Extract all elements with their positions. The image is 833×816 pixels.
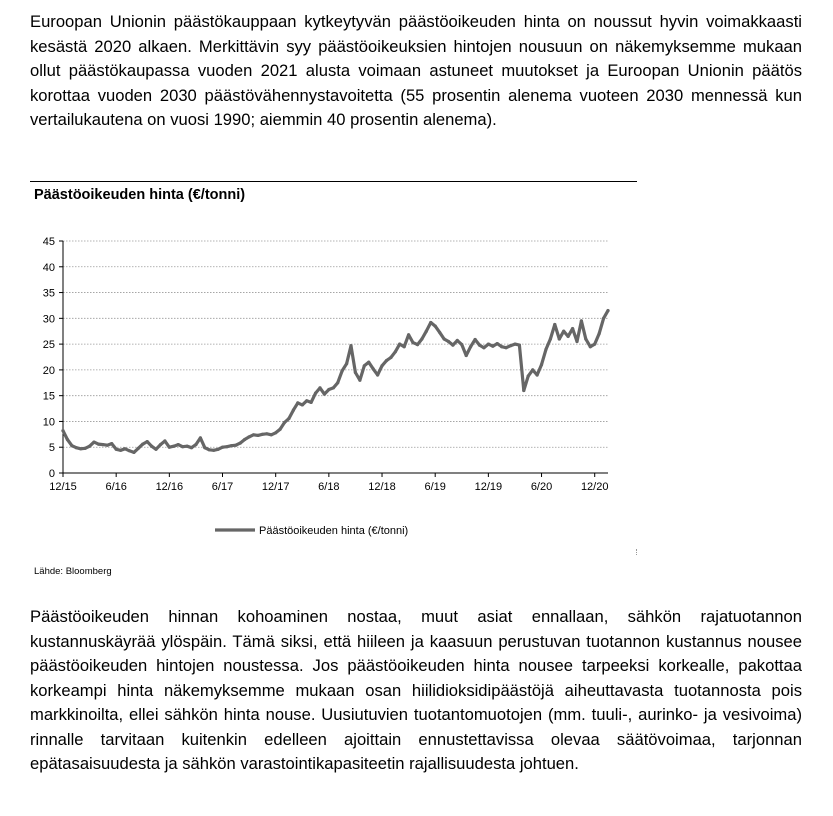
data-point	[394, 350, 397, 353]
y-tick-label: 10	[42, 416, 55, 429]
data-point	[141, 443, 144, 446]
x-tick-label: 12/20	[580, 481, 609, 493]
x-tick-label: 12/17	[261, 481, 290, 493]
data-point	[314, 392, 317, 395]
data-point	[447, 340, 450, 343]
data-point	[212, 449, 215, 452]
data-point	[336, 381, 339, 384]
y-tick-label: 20	[42, 364, 55, 377]
data-point	[380, 364, 383, 367]
data-point	[221, 446, 224, 449]
data-point	[345, 362, 348, 365]
y-tick-label: 45	[42, 236, 55, 248]
data-point	[420, 337, 423, 340]
data-point	[500, 345, 503, 348]
data-point	[425, 330, 428, 333]
data-point	[451, 344, 454, 347]
data-point	[283, 421, 286, 424]
data-point	[513, 343, 516, 346]
data-point	[522, 389, 525, 392]
data-point	[327, 388, 330, 391]
chart-title: Päästöoikeuden hinta (€/tonni)	[34, 187, 246, 203]
data-point	[491, 345, 494, 348]
y-tick-label: 40	[42, 261, 55, 274]
data-point	[398, 343, 401, 346]
chart-source: Lähde: Bloomberg	[34, 566, 112, 577]
data-point	[92, 441, 95, 444]
data-point	[101, 443, 104, 446]
data-point	[301, 403, 304, 406]
data-point	[159, 443, 162, 446]
chart-frame-edge	[636, 549, 638, 555]
data-point	[194, 443, 197, 446]
data-point	[549, 337, 552, 340]
data-point	[84, 447, 87, 450]
y-tick-label: 30	[42, 313, 55, 326]
data-point	[558, 337, 561, 340]
data-point	[177, 443, 180, 446]
data-point	[163, 439, 166, 442]
data-point	[310, 401, 313, 404]
data-point	[154, 448, 157, 451]
data-point	[438, 331, 441, 334]
data-point	[407, 333, 410, 336]
data-point	[482, 346, 485, 349]
data-point	[248, 435, 251, 438]
x-tick-label: 6/16	[105, 481, 127, 493]
data-point	[389, 356, 392, 359]
x-tick-label: 6/19	[424, 481, 446, 493]
data-point	[332, 386, 335, 389]
price-chart	[30, 225, 620, 555]
data-point	[567, 335, 570, 338]
data-point	[465, 354, 468, 357]
data-point	[487, 343, 490, 346]
x-tick-label: 6/17	[211, 481, 234, 493]
data-point	[411, 341, 414, 344]
data-point	[518, 344, 521, 347]
data-point	[115, 448, 118, 451]
data-point	[509, 344, 512, 347]
data-point	[292, 409, 295, 412]
data-point	[106, 444, 109, 447]
data-point	[602, 317, 605, 320]
data-point	[208, 448, 211, 451]
data-point	[199, 436, 202, 439]
data-point	[358, 379, 361, 382]
data-point	[349, 344, 352, 347]
data-point	[385, 359, 388, 362]
data-point	[367, 361, 370, 364]
x-tick-label: 12/18	[368, 481, 396, 493]
data-point	[571, 327, 574, 330]
data-point	[575, 340, 578, 343]
y-tick-label: 35	[42, 287, 55, 300]
data-point	[598, 332, 601, 335]
x-tick-label: 12/19	[474, 481, 503, 493]
data-point	[261, 433, 264, 436]
data-point	[372, 367, 375, 370]
chart-top-rule	[30, 181, 637, 182]
data-point	[531, 368, 534, 371]
data-point	[150, 445, 153, 448]
x-tick-label: 12/16	[155, 481, 184, 493]
data-point	[217, 448, 220, 451]
data-point	[540, 363, 543, 366]
data-point	[354, 371, 357, 374]
data-point	[110, 442, 113, 445]
data-point	[434, 325, 437, 328]
data-point	[474, 338, 477, 341]
data-point	[580, 319, 583, 322]
data-point	[456, 339, 459, 342]
y-tick-label: 15	[42, 390, 55, 403]
data-point	[66, 438, 69, 441]
data-point	[460, 343, 463, 346]
data-point	[279, 428, 282, 431]
data-point	[416, 343, 419, 346]
data-point	[562, 330, 565, 333]
data-point	[593, 343, 596, 346]
data-point	[505, 346, 508, 349]
data-point	[403, 345, 406, 348]
data-point	[146, 440, 149, 443]
data-point	[584, 337, 587, 340]
intro-paragraph: Euroopan Unionin päästökauppaan kytkeytyvän päästöoikeuden hinta on noussut hyvin voimakkaasti kesästä 2020 alkaen. Merkittävin syy päästöoikeuksien hintojen nousuun on näkemyksemme mukaan ollut päästökaupassa vuoden 2021 alusta voimaan astuneet muutokset ja Euroopan Unionin päätös korottaa vuoden 2030 päästövähennystavoitetta (55 prosentin alenema vuoteen 2030 mennessä kun vertailukautena on vuosi 1990; aiemmin 40 prosentin alenema).	[30, 12, 802, 129]
data-point	[589, 345, 592, 348]
data-point	[239, 442, 242, 445]
data-point	[527, 375, 530, 378]
data-point	[61, 429, 64, 432]
data-point	[97, 443, 100, 446]
data-point	[181, 445, 184, 448]
data-point	[172, 445, 175, 448]
data-point	[341, 369, 344, 372]
data-point	[128, 449, 131, 452]
data-point	[70, 444, 73, 447]
data-point	[469, 345, 472, 348]
data-point	[429, 321, 432, 324]
data-point	[270, 433, 273, 436]
data-point	[496, 342, 499, 345]
data-point	[137, 447, 140, 450]
data-point	[88, 445, 91, 448]
data-point	[230, 444, 233, 447]
data-point	[168, 446, 171, 449]
data-point	[305, 399, 308, 402]
data-point	[443, 337, 446, 340]
data-point	[363, 364, 366, 367]
y-tick-label: 5	[48, 442, 55, 455]
data-point	[119, 449, 122, 452]
data-point	[606, 309, 609, 312]
data-point	[123, 447, 126, 450]
y-tick-label: 0	[48, 468, 55, 480]
legend-label: Päästöoikeuden hinta (€/tonni)	[259, 525, 409, 537]
data-point	[234, 444, 237, 447]
x-tick-label: 12/15	[49, 481, 77, 493]
data-point	[252, 433, 255, 436]
series-line-0	[63, 311, 608, 453]
data-point	[243, 438, 246, 441]
x-tick-label: 6/18	[318, 481, 340, 493]
x-tick-label: 6/20	[530, 481, 553, 493]
data-point	[536, 373, 539, 376]
data-point	[274, 431, 277, 434]
data-point	[323, 393, 326, 396]
data-point	[265, 432, 268, 435]
data-point	[75, 446, 78, 449]
data-point	[79, 447, 82, 450]
data-point	[376, 373, 379, 376]
data-point	[190, 446, 193, 449]
data-point	[553, 323, 556, 326]
y-tick-label: 25	[42, 339, 55, 352]
data-point	[132, 451, 135, 454]
data-point	[544, 348, 547, 351]
data-point	[186, 445, 189, 448]
data-point	[318, 386, 321, 389]
data-point	[296, 401, 299, 404]
data-point	[225, 445, 228, 448]
body-paragraph: Päästöoikeuden hinnan kohoaminen nostaa, muut asiat ennallaan, sähkön rajatuotannon kustannuskäyrää ylöspäin. Tämä siksi, että hiileen ja kaasuun perustuvan tuotannon kustannus nousee päästöoikeuden hintojen noustessa. Jos päästöoikeuden hinta nousee tarpeeksi korkealle, pakottaa korkeampi hinta näkemyksemme mukaan osan hiilidioksidipäästöjä aiheuttavasta tuotannosta pois markkinoilta, ellei sähkön hinta nouse. Uusiutuvien tuotantomuotojen (mm. tuuli-, aurinko- ja vesivoima) rinnalle tarvitaan kuitenkin edelleen ajoittain ennustettavissa olevaa säätövoimaa, tarjonnan epätasaisuudesta ja sähkön varastointikapasiteetin rajallisuudesta johtuen.	[30, 607, 802, 773]
data-point	[203, 446, 206, 449]
data-point	[478, 344, 481, 347]
data-point	[256, 434, 259, 437]
data-point	[287, 417, 290, 420]
